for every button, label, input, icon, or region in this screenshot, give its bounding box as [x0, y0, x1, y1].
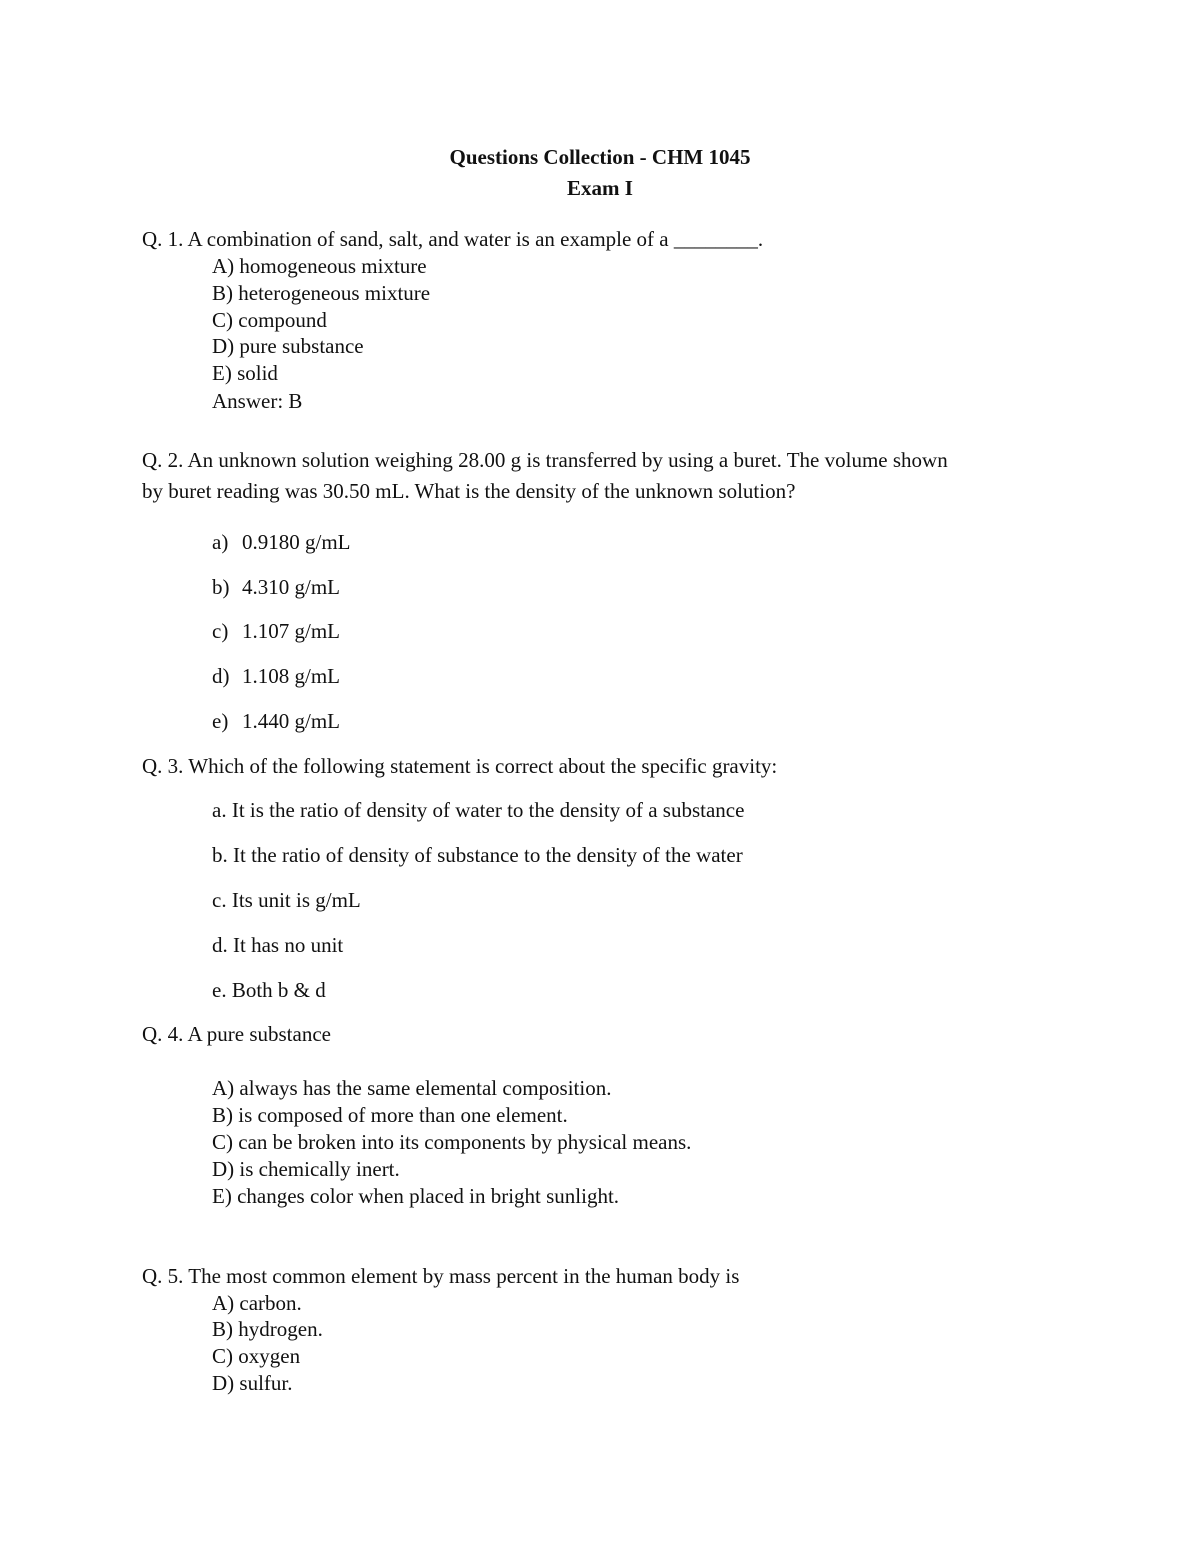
question-5-option-b: B) hydrogen. [212, 1317, 323, 1341]
question-1-option-e: E) solid [212, 361, 278, 385]
question-3-option-b: b. It the ratio of density of substance to the density of the water [212, 843, 743, 867]
question-4-option-e: E) changes color when placed in bright sunlight. [212, 1184, 620, 1208]
page-title: Questions Collection - CHM 1045 [449, 145, 751, 169]
question-4-stem: Q. 4. A pure substance [142, 1022, 331, 1046]
question-2-option-c [212, 618, 340, 644]
question-1-option-c: C) compound [212, 308, 327, 332]
option-text: 1.440 g/mL [242, 709, 340, 733]
question-1-answer: Answer: B [212, 389, 303, 413]
question-5-stem: Q. 5. The most common element by mass percent in the human body is [142, 1264, 740, 1288]
option-label: e) [212, 709, 229, 733]
question-4-option-d: D) is chemically inert. [212, 1157, 400, 1181]
option-text: 1.108 g/mL [242, 664, 340, 688]
page-subtitle: Exam I [567, 176, 633, 200]
question-2-stem-line-2: by buret reading was 30.50 mL. What is the density of the unknown solution? [142, 479, 796, 503]
question-5-option-d: D) sulfur. [212, 1371, 293, 1395]
question-1-option-b: B) heterogeneous mixture [212, 281, 431, 305]
question-5-option-c: C) oxygen [212, 1344, 301, 1368]
question-2-option-a [212, 529, 351, 555]
option-text: 1.107 g/mL [242, 619, 340, 643]
option-text: 0.9180 g/mL [242, 530, 351, 554]
question-3-option-d: d. It has no unit [212, 933, 344, 957]
question-1-option-d: D) pure substance [212, 334, 364, 358]
option-label: b) [212, 575, 230, 599]
question-3-option-e: e. Both b & d [212, 978, 326, 1002]
question-5-option-a: A) carbon. [212, 1291, 302, 1315]
question-2-stem-line-1: Q. 2. An unknown solution weighing 28.00 g is transferred by using a buret. The volume shown [142, 448, 948, 472]
question-3-option-a: a. It is the ratio of density of water to the density of a substance [212, 798, 745, 822]
question-1-stem: Q. 1. A combination of sand, salt, and water is an example of a ________. [142, 227, 764, 251]
option-text: 4.310 g/mL [242, 575, 340, 599]
question-3-option-c: c. Its unit is g/mL [212, 888, 361, 912]
question-4-option-b: B) is composed of more than one element. [212, 1103, 568, 1127]
question-2-option-d [212, 663, 340, 689]
question-3-stem: Q. 3. Which of the following statement is correct about the specific gravity: [142, 754, 778, 778]
question-1-option-a: A) homogeneous mixture [212, 254, 427, 278]
question-2-option-e [212, 708, 340, 734]
option-label: c) [212, 619, 229, 643]
question-4-option-a: A) always has the same elemental composition. [212, 1076, 612, 1100]
question-2-option-b [212, 574, 340, 600]
option-label: a) [212, 530, 229, 554]
option-label: d) [212, 664, 230, 688]
question-4-option-c: C) can be broken into its components by physical means. [212, 1130, 692, 1154]
